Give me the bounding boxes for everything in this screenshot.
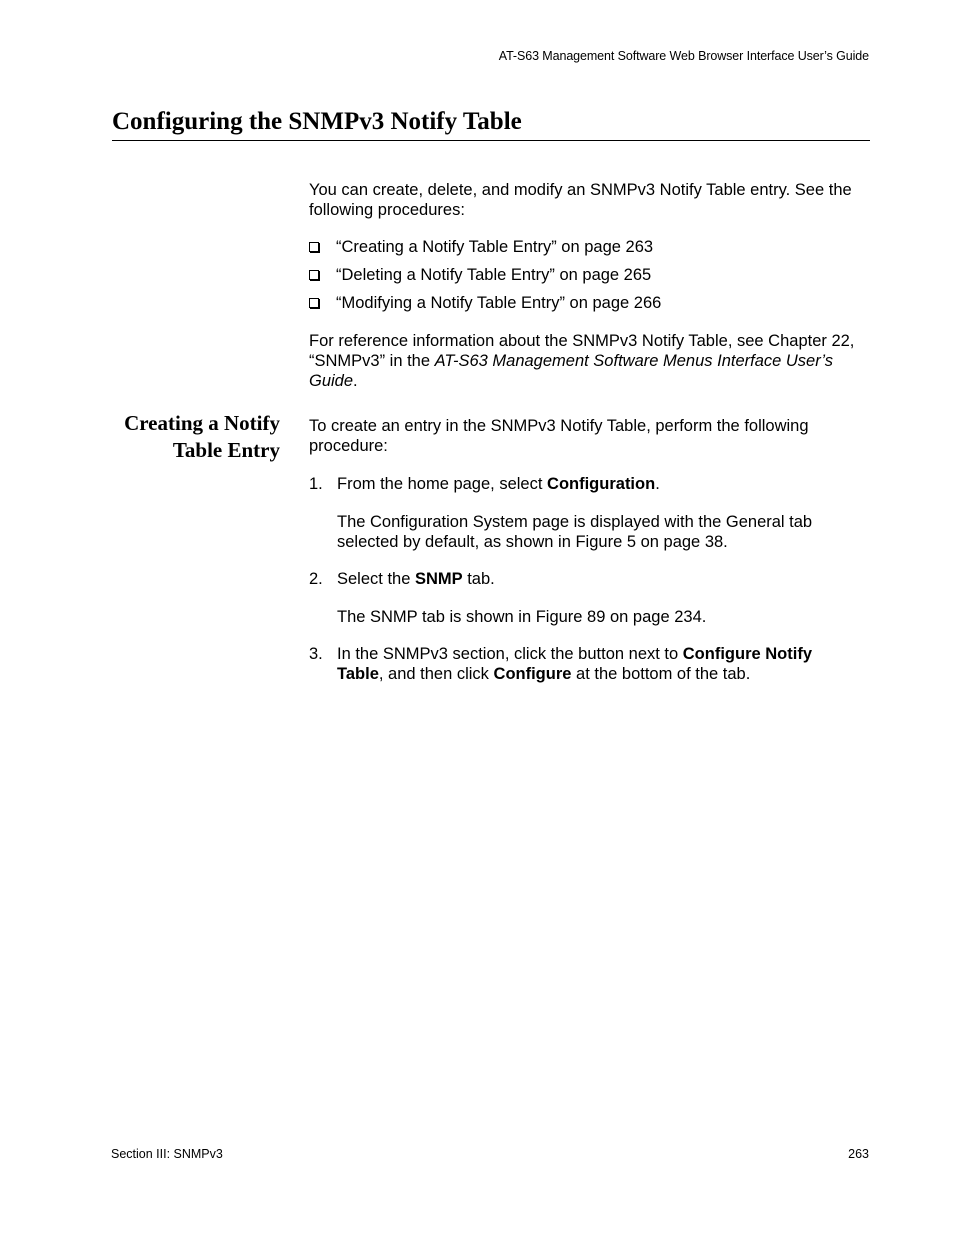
intro-paragraph	[309, 180, 857, 220]
checkbox-bullet-icon	[309, 270, 319, 280]
step-bold-term: SNMP	[414, 570, 463, 588]
list-item	[309, 265, 651, 285]
step-2-note: The SNMP tab is shown in Figure 89 on page 234.	[337, 608, 707, 626]
step-1	[309, 474, 857, 494]
step-text: In the SNMPv3 section, click the button next to	[337, 645, 683, 663]
section-lead-text: To create an entry in the SNMPv3 Notify Table, perform the following procedure:	[309, 417, 809, 455]
list-item	[309, 237, 653, 257]
bullet-link[interactable]: “Modifying a Notify Table Entry” on page 266	[336, 294, 662, 312]
step-1-note: The Configuration System page is displayed with the General tab selected by default, as shown in Figure 5 on page 38.	[337, 513, 813, 551]
step-3	[309, 644, 857, 684]
section-heading-line2: Table Entry	[172, 438, 280, 462]
reference-text: For reference information about the SNMPv3 Notify Table, see Chapter 22, “SNMPv3” in the	[309, 332, 855, 370]
step-text-mid: , and then click	[378, 665, 494, 683]
step-2	[309, 569, 857, 589]
step-text-end: tab.	[462, 570, 495, 588]
step-number: 3.	[309, 645, 323, 663]
reference-suffix: .	[353, 372, 358, 390]
footer-section: Section III: SNMPv3	[111, 1147, 223, 1161]
bullet-link[interactable]: “Creating a Notify Table Entry” on page 263	[336, 238, 654, 256]
step-text: Select the	[337, 570, 415, 588]
reference-paragraph	[309, 331, 857, 391]
section-heading-line1: Creating a Notify	[124, 411, 280, 435]
step-text-end: at the bottom of the tab.	[571, 665, 751, 683]
intro-text: You can create, delete, and modify an SNMPv3 Notify Table entry. See the following procedures:	[309, 181, 852, 219]
step-text: From the home page, select	[337, 475, 548, 493]
step-number: 2.	[309, 570, 323, 588]
checkbox-bullet-icon	[309, 242, 319, 252]
step-bold-term-2: Configure	[493, 665, 572, 683]
list-item	[309, 293, 661, 313]
page-title: Configuring the SNMPv3 Notify Table	[112, 108, 522, 135]
step-text-end: .	[655, 475, 660, 493]
section-heading	[124, 410, 280, 464]
step-bold-term: Configure Notify Table	[337, 645, 813, 683]
running-header: AT-S63 Management Software Web Browser Interface User’s Guide	[498, 49, 869, 63]
step-number: 1.	[309, 475, 323, 493]
bullet-link[interactable]: “Deleting a Notify Table Entry” on page 265	[336, 266, 652, 284]
reference-guide-title: AT-S63 Management Software Menus Interface User’s Guide	[309, 352, 833, 390]
section-lead	[309, 416, 857, 456]
title-rule	[112, 140, 870, 141]
checkbox-bullet-icon	[309, 298, 319, 308]
footer-page-number: 263	[848, 1147, 869, 1161]
step-bold-term: Configuration	[547, 475, 656, 493]
